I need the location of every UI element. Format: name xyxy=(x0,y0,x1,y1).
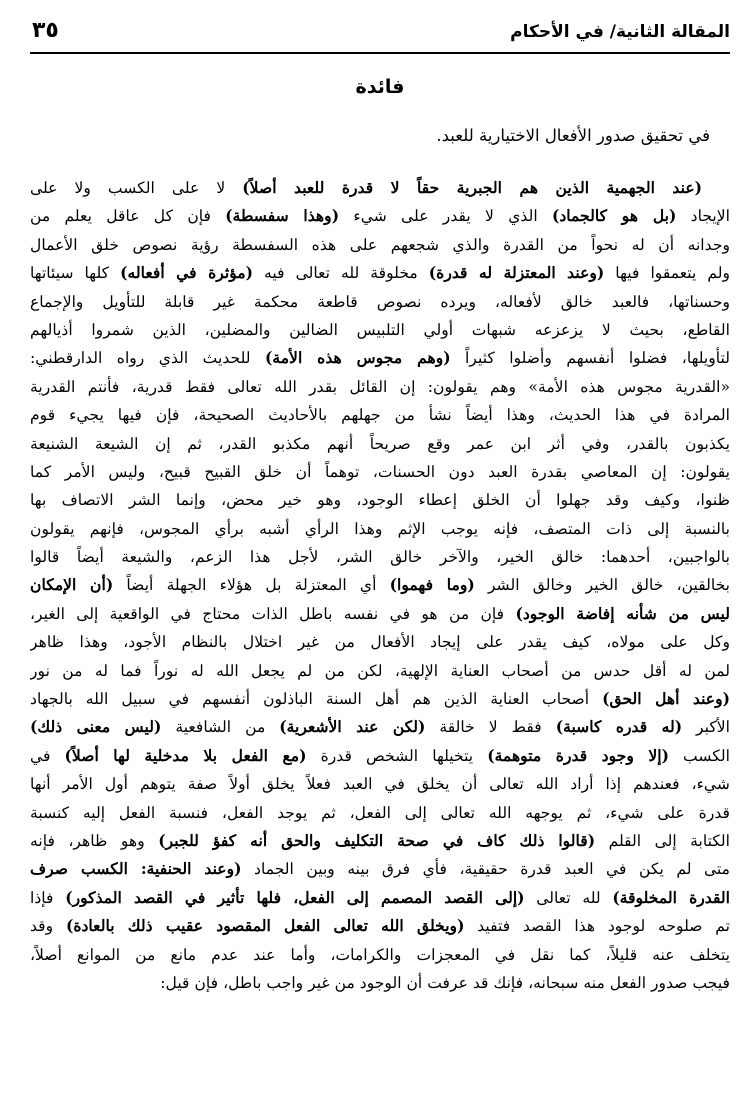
commentary-text: شيء، فعندهم إذا أراد الله تعالى أن يخلق في العبد فعلاً يخلق أولاً صفة يتوهم أول الأمر أنها xyxy=(30,775,730,794)
bold-matn-text: (وعند أهل الحق) xyxy=(602,689,730,709)
commentary-text: الذي لا يقدر على شيء xyxy=(339,207,552,226)
commentary-text: بالواجبين، أحدهما: خالق الخير، والآخر خالق الشر، لأجل هذا الزعم، والشيعة أيضاً قالوا xyxy=(30,548,730,567)
bold-matn-text: (إلى القصد المصمم إلى الفعل، فلها تأثير في القصد المذكور) xyxy=(65,887,525,907)
bold-matn-text: (إلا وجود قدرة متوهمة) xyxy=(487,745,669,765)
bold-matn-text: (لكن عند الأشعرية) xyxy=(279,717,426,737)
page-header xyxy=(30,18,730,54)
commentary-text: لا على الكسب ولا على xyxy=(30,179,243,197)
commentary-text: وحسناتها، فالعبد خالق لأفعاله، ويرده نصوص قاطعة محكمة غير قابلة للتأويل والإجماع xyxy=(30,292,730,311)
commentary-text: وكل على مولاه، كيف يقدر على إيجاد الأفعال من غير اختلال بالنظام الأجود، وهذا ظاهر xyxy=(30,633,730,652)
commentary-text: أي المعتزلة بل هؤلاء الجهلة أيضاً xyxy=(113,576,390,595)
commentary-text: وهو ظاهر، فإنه xyxy=(30,831,159,850)
bold-matn-text: (وهم مجوس هذه الأمة) xyxy=(264,348,451,368)
commentary-text: كلها سيئاتها xyxy=(30,264,121,283)
commentary-text: وجدانه أن له نحواً من القدرة والذي شجعهم على هذه السفسطة رؤية نصوص خلق الأعمال xyxy=(30,235,730,254)
body-text xyxy=(30,174,730,997)
document-page xyxy=(30,18,730,1088)
text-line xyxy=(30,628,730,656)
section-subtitle: في تحقيق صدور الأفعال الاختيارية للعبد. xyxy=(436,126,710,145)
text-line xyxy=(30,515,730,543)
text-line xyxy=(30,486,730,514)
text-line xyxy=(30,458,730,486)
text-line xyxy=(30,401,730,429)
text-line xyxy=(30,571,730,599)
commentary-text: يتخلف عنه قليلاً، كما نقل في المعجزات والكرامات، وأما عند عدم مانع من الموانع أصلاً، xyxy=(30,945,730,964)
text-line xyxy=(30,174,730,202)
commentary-text: لله تعالى xyxy=(524,888,613,907)
text-line xyxy=(30,543,730,571)
bold-matn-text: (قالوا ذلك كاف في صحة التكليف والحق أنه كفؤ للجبر) xyxy=(158,830,596,850)
text-line xyxy=(30,941,730,969)
commentary-text: يقولون: إن المعاصي بقدرة العبد دون الحسنات، توهماً أن خلق القبيح قبيح، وليس الأمر كما xyxy=(30,462,730,481)
commentary-text: الكسب xyxy=(669,746,730,765)
text-line xyxy=(30,344,730,372)
text-line xyxy=(30,969,730,997)
text-line xyxy=(30,600,730,628)
bold-matn-text: (وما فهموا) xyxy=(389,575,475,595)
text-line xyxy=(30,713,730,741)
text-line xyxy=(30,742,730,770)
page-number: ٣٥ xyxy=(32,18,59,43)
commentary-text: فإذا xyxy=(30,888,66,907)
commentary-text: الكتابة إلى القلم xyxy=(595,831,730,850)
text-line xyxy=(30,685,730,713)
commentary-text: يتخيلها الشخص قدرة xyxy=(306,746,488,765)
commentary-text: المرادة في هذا الحديث، وهذا أيضاً نشأ من جهلهم بالأحاديث الصحيحة، فإن فيها يجيء قوم xyxy=(30,406,730,425)
commentary-text: بالنسبة إلى ذات المتصف، فإنه يوجب الإثم وهذا الرأي أشبه برأي المجوس، فإنهم يقولون xyxy=(30,519,730,538)
text-line xyxy=(30,770,730,798)
bold-matn-text: (وهذا سفسطة) xyxy=(225,206,340,226)
section-title: فائدة xyxy=(355,76,405,98)
text-line xyxy=(30,827,730,855)
commentary-text: قدرة على شيء، ثم يوجهه الله تعالى إلى الفعل، ثم يوجد الفعل، فنسبة الفعل إليه كنسبة xyxy=(30,803,730,822)
bold-matn-text: (ليس معنى ذلك) xyxy=(30,717,162,737)
commentary-text: في xyxy=(30,746,65,765)
text-line xyxy=(30,316,730,344)
bold-matn-text: ليس من شأنه إفاضة الوجود) xyxy=(515,603,730,623)
text-line xyxy=(30,288,730,316)
commentary-text: تم صلوحه لوجود هذا القصد فتفيد xyxy=(464,917,730,936)
running-title: المقالة الثانية/ في الأحكام xyxy=(510,22,730,42)
commentary-text: لمن له أقل حدس من أصحاب العناية الإلهية، لكن من لم يجعل الله له نوراً فما له من نور xyxy=(30,661,730,680)
text-line xyxy=(30,259,730,287)
text-line xyxy=(30,855,730,883)
bold-matn-text: (مع الفعل بلا مدخلية لها أصلاً) xyxy=(64,745,307,765)
bold-matn-text: (أن الإمكان xyxy=(30,575,114,595)
bold-matn-text: (وعند المعتزلة له قدرة) xyxy=(428,263,605,283)
text-line xyxy=(30,202,730,230)
text-line xyxy=(30,884,730,912)
bold-matn-text: (له قدره كاسبة) xyxy=(555,717,683,737)
commentary-text: متى لم يكن في العبد قدرة حقيقية، فأي فرق بينه وبين الجماد xyxy=(241,860,730,879)
commentary-text: القاطع، بحيث لا يزعزعه شبهات أولي التلبيس الضالين والمضلين، الذين شمروا أذيالهم xyxy=(30,320,730,339)
commentary-text: الأكبر xyxy=(682,718,730,737)
bold-matn-text: (عند الجهمية الذين هم الجبرية حقاً لا قدرة للعبد أصلاً) xyxy=(242,178,703,197)
text-line xyxy=(30,657,730,685)
commentary-text: فإن كل عاقل يعلم من xyxy=(30,207,226,226)
commentary-text: وقد xyxy=(30,917,66,936)
commentary-text: ظنوا، وكيف وقد جهلوا أن الخلق إعطاء الوجود، وهو خير محض، وإنما الشر الاتصاف بها xyxy=(30,491,730,510)
text-line xyxy=(30,373,730,401)
commentary-text: مخلوقة لله تعالى فيه xyxy=(253,264,429,283)
commentary-text: أصحاب العناية الذين هم أهل السنة الباذلون أنفسهم في سبيل الله بالجهاد xyxy=(30,690,603,709)
text-line xyxy=(30,912,730,940)
commentary-text: فقط لا خالقة xyxy=(425,718,556,737)
commentary-text: الإيجاد xyxy=(676,207,730,226)
text-line xyxy=(30,799,730,827)
bold-matn-text: (وعند الحنفية: الكسب صرف xyxy=(30,859,242,879)
commentary-text: من الشافعية xyxy=(161,718,280,737)
commentary-text: للحديث الذي رواه الدارقطني: xyxy=(30,349,265,368)
commentary-text: يكذبون بالقدر، وفي أثر ابن عمر وقع صريحاً أنهم مكذبو القدر، ثم إن الشيعة الشنيعة xyxy=(30,434,730,453)
commentary-text: فيجب صدور الفعل منه سبحانه، فإنك قد عرفت أن الوجود من غير واجب باطل، فإن قيل: xyxy=(160,973,730,992)
bold-matn-text: القدرة المخلوقة) xyxy=(612,887,730,907)
commentary-text: «القدرية مجوس هذه الأمة» وهم يقولون: إن القائل بقدر الله تعالى فقط قدرية، فأنتم القدرية xyxy=(30,377,730,396)
text-line xyxy=(30,430,730,458)
commentary-text: فإن من هو في نفسه باطل الذات محتاج في الواقعية إلى الغير، xyxy=(30,604,516,623)
bold-matn-text: (مؤثرة في أفعاله) xyxy=(120,263,254,283)
bold-matn-text: (بل هو كالجماد) xyxy=(551,206,677,226)
commentary-text: بخالقين، خالق الخير وخالق الشر xyxy=(474,576,730,595)
text-line xyxy=(30,231,730,259)
commentary-text: لتأويلها، فضلوا أنفسهم وأضلوا كثيراً xyxy=(450,349,730,368)
bold-matn-text: (ويخلق الله تعالى الفعل المقصود عقيب ذلك بالعادة) xyxy=(65,916,465,936)
commentary-text: ولم يتعمقوا فيها xyxy=(604,264,730,283)
